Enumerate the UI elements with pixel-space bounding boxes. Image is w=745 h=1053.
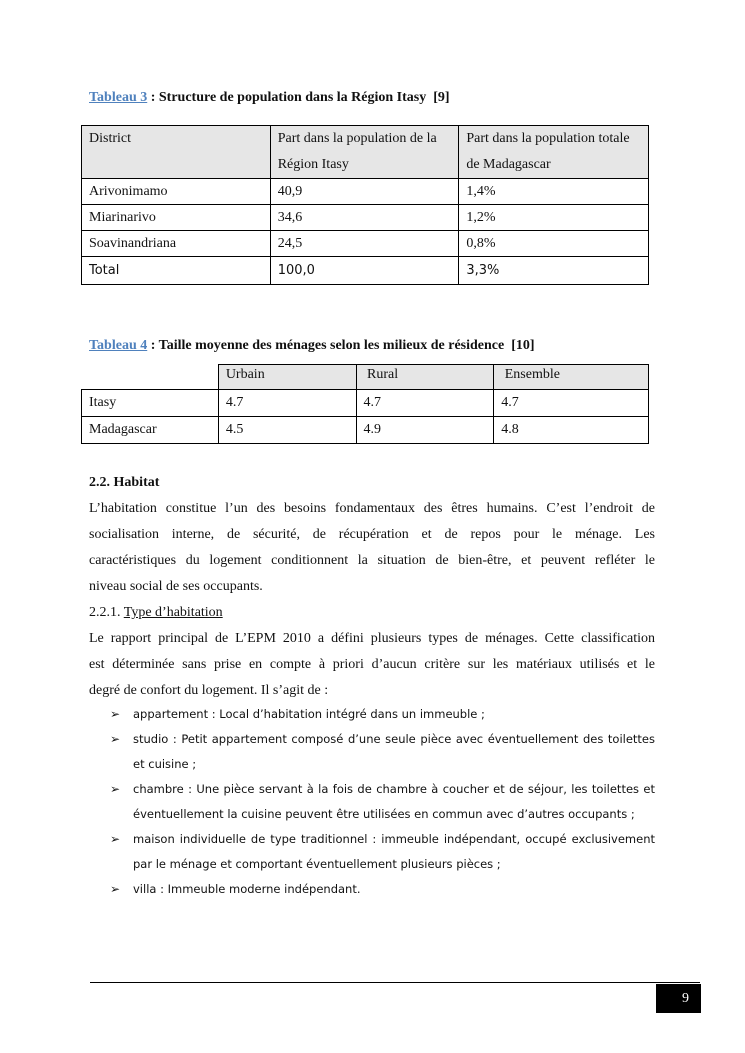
table3-ref-link[interactable]: Tableau 3 (89, 90, 148, 105)
header-ensemble: Ensemble (494, 365, 649, 390)
cell-total-region: 100,0 (270, 257, 459, 285)
list-item (110, 827, 655, 877)
subsection-title: Type d’habitation (123, 605, 223, 620)
subsection-number: 2.2.1. (89, 605, 124, 620)
cell-ensemble: 4.8 (494, 417, 649, 444)
cell-district: Arivonimamo (82, 179, 271, 205)
cell-part-region: 40,9 (270, 179, 459, 205)
list-item-text: villa : Immeuble moderne indépendant. (133, 882, 361, 896)
cell-part-region: 34,6 (270, 205, 459, 231)
table3-caption-text: : Structure de population dans la Région Itasy (147, 90, 427, 105)
cell-rural: 4.7 (356, 390, 494, 417)
table4-citation: [10] (511, 338, 535, 353)
header-part-madagascar: Part dans la population totale de Madagascar (459, 126, 649, 179)
cell-part-madagascar: 1,2% (459, 205, 649, 231)
housing-types-list (110, 702, 655, 902)
list-item-text: studio : Petit appartement composé d’une seule pièce avec éventuellement des toilettes et cuisine ; (133, 732, 655, 771)
cell-part-madagascar: 1,4% (459, 179, 649, 205)
paragraph-line: L’habitation constitue l’un des besoins fondamentaux des êtres humains. C’est l’endroit de (89, 501, 655, 516)
arrow-bullet-icon: ➢ (110, 832, 121, 846)
cell-total-madagascar: 3,3% (459, 257, 649, 285)
table-header-row (82, 126, 649, 179)
arrow-bullet-icon: ➢ (110, 707, 121, 721)
paragraph-line: niveau social de ses occupants. (89, 579, 263, 594)
section-heading: 2.2. Habitat (89, 475, 160, 490)
header-urbain: Urbain (218, 365, 356, 390)
paragraph-line: est déterminée sans prise en compte à priori d’aucun critère sur les matériaux utilisés et le (89, 657, 655, 672)
page-number (656, 984, 701, 1013)
table3-citation: [9] (433, 90, 450, 105)
cell-urbain: 4.5 (218, 417, 356, 444)
paragraph-line: Le rapport principal de L’EPM 2010 a défini plusieurs types de ménages. Cette classification (89, 631, 655, 646)
table-total-row (82, 257, 649, 285)
table-row (82, 417, 649, 444)
footer-rule (90, 982, 700, 983)
table-row (82, 179, 649, 205)
arrow-bullet-icon: ➢ (110, 732, 121, 746)
cell-location: Madagascar (82, 417, 219, 444)
cell-location: Itasy (82, 390, 219, 417)
cell-district: Soavinandriana (82, 231, 271, 257)
header-empty-cell (82, 365, 219, 390)
table-row (82, 231, 649, 257)
list-item-text: chambre : Une pièce servant à la fois de chambre à coucher et de séjour, les toilettes et éventuellement la cuisine peuvent être utilisées en commun avec d’autres occupants ; (133, 782, 655, 821)
cell-district: Miarinarivo (82, 205, 271, 231)
cell-total-label: Total (82, 257, 271, 285)
list-item (110, 702, 655, 727)
cell-part-region: 24,5 (270, 231, 459, 257)
table-row (82, 390, 649, 417)
cell-ensemble: 4.7 (494, 390, 649, 417)
arrow-bullet-icon: ➢ (110, 782, 121, 796)
header-rural: Rural (356, 365, 494, 390)
table-row (82, 205, 649, 231)
header-district: District (82, 126, 271, 179)
arrow-bullet-icon: ➢ (110, 882, 121, 896)
list-item (110, 777, 655, 827)
list-item-text: maison individuelle de type traditionnel : immeuble indépendant, occupé exclusivement par le ménage et comportant éventuellement plusieurs pièces ; (133, 832, 655, 871)
paragraph-line: degré de confort du logement. Il s’agit de : (89, 683, 329, 698)
cell-urbain: 4.7 (218, 390, 356, 417)
header-part-region: Part dans la population de la Région Itasy (270, 126, 459, 179)
table4-ref-link[interactable]: Tableau 4 (89, 338, 148, 353)
subsection-heading (89, 600, 655, 626)
table4-caption (89, 338, 535, 354)
list-item (110, 877, 655, 902)
table4-caption-text: : Taille moyenne des ménages selon les milieux de résidence (147, 338, 505, 353)
cell-part-madagascar: 0,8% (459, 231, 649, 257)
list-item (110, 727, 655, 777)
paragraph-line: caractéristiques du logement conditionnent la situation de bien-être, et peuvent refléter le (89, 553, 655, 568)
paragraph-line: socialisation interne, de sécurité, de récupération et de repos pour le ménage. Les (89, 527, 655, 542)
page-number-text: 9 (682, 991, 689, 1006)
type-paragraph (89, 626, 655, 704)
habitat-paragraph (89, 496, 655, 600)
household-size-table (81, 364, 649, 444)
table3-caption (89, 90, 450, 106)
table-header-row (82, 365, 649, 390)
population-structure-table (81, 125, 649, 285)
cell-rural: 4.9 (356, 417, 494, 444)
list-item-text: appartement : Local d’habitation intégré dans un immeuble ; (133, 707, 485, 721)
